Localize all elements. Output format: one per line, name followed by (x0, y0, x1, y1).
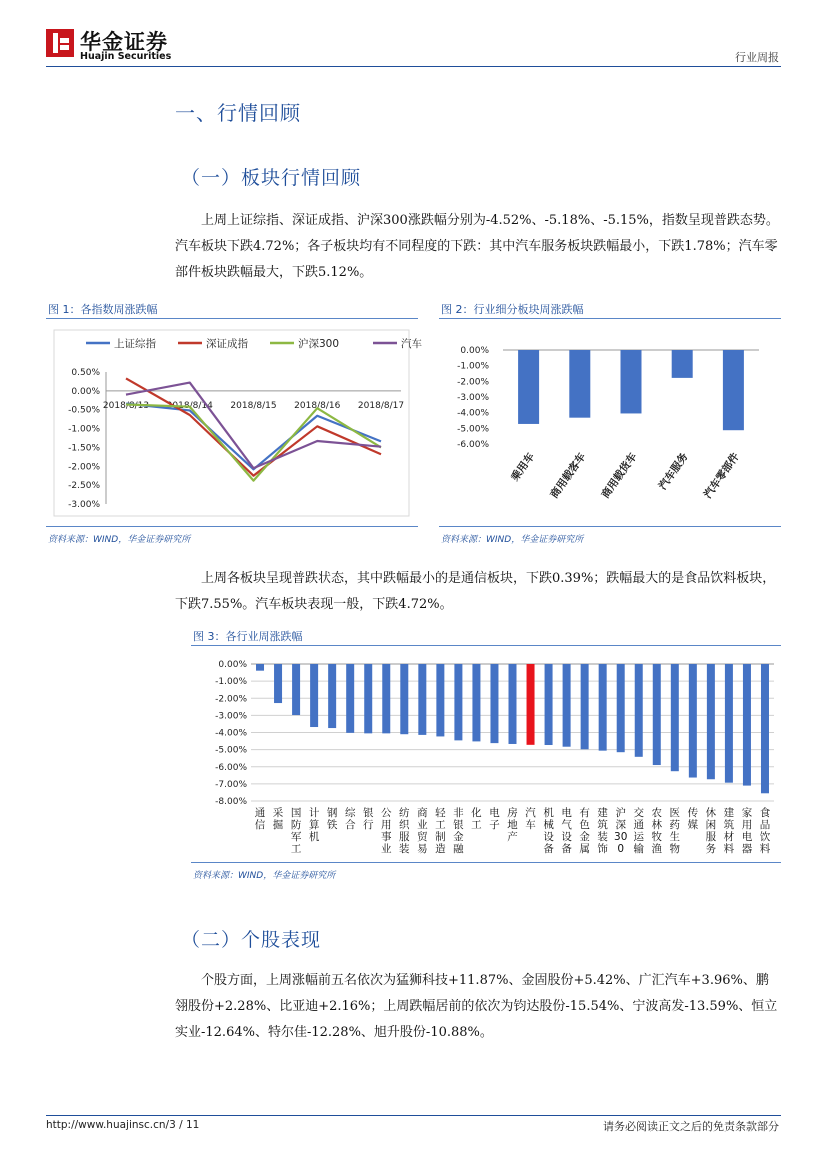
category-label: 医药生物 (669, 807, 681, 855)
bar-轻工制造 (436, 664, 444, 736)
bar-机械设备 (545, 664, 553, 745)
figure-2-title: 图 2：行业细分板块周涨跌幅 (441, 303, 584, 316)
category-label: 房地产 (507, 807, 518, 843)
section-title-market-review: 一、行情回顾 (175, 101, 301, 125)
y-tick-label: 0.00% (460, 346, 489, 356)
figure-3-top-rule (191, 645, 781, 646)
y-tick-label: -3.00% (215, 711, 247, 722)
report-type: 行业周报 (735, 51, 779, 64)
bar-公用事业 (382, 664, 390, 733)
x-tick-label: 2018/8/14 (166, 400, 213, 411)
y-tick-label: -2.50% (68, 481, 100, 492)
figure-1-title: 图 1：各指数周涨跌幅 (48, 303, 158, 316)
bar-采掘 (274, 664, 282, 703)
company-name-en: Huajin Securities (80, 51, 172, 62)
bar-汽车服务 (672, 350, 693, 378)
bar-家用电器 (743, 664, 751, 786)
figure-1-top-rule (46, 318, 418, 319)
figure-3-source: 资料来源：WIND，华金证券研究所 (193, 871, 336, 881)
bar-建筑装饰 (599, 664, 607, 751)
category-label: 电子 (489, 807, 500, 831)
bar-汽车 (527, 664, 535, 745)
bar-计算机 (310, 664, 318, 727)
category-label: 汽车服务 (656, 450, 691, 493)
figure-3-bottom-rule (191, 862, 781, 863)
category-label: 汽车零部件 (701, 450, 742, 501)
category-label: 建筑材料 (723, 807, 735, 855)
legend-label-1: 深证成指 (206, 338, 248, 350)
y-tick-label: -1.50% (68, 443, 100, 454)
category-label: 传媒 (687, 807, 699, 831)
index-line-chart (46, 322, 422, 522)
category-label: 国防军工 (290, 807, 302, 855)
y-tick-label: -1.00% (68, 424, 100, 435)
subsection-title-sector-review: （一）板块行情回顾 (181, 167, 362, 189)
y-tick-label: 0.00% (218, 660, 247, 670)
y-tick-label: -2.00% (68, 462, 100, 473)
bar-房地产 (509, 664, 517, 744)
category-label: 商用载客车 (548, 450, 589, 501)
y-tick-label: -3.00% (68, 500, 100, 510)
bar-农林牧渔 (653, 664, 661, 765)
y-tick-label: -1.00% (457, 361, 489, 372)
bar-交通运输 (635, 664, 643, 757)
figure-3-title: 图 3：各行业周涨跌幅 (193, 630, 303, 643)
category-label: 建筑装饰 (597, 807, 608, 855)
auto-subsector-bar-chart (439, 322, 781, 522)
figure-2-source: 资料来源：WIND，华金证券研究所 (441, 535, 584, 545)
bar-商业贸易 (418, 664, 426, 735)
y-tick-label: -2.00% (215, 694, 247, 705)
category-label: 非银金融 (453, 807, 464, 855)
x-tick-label: 2018/8/17 (357, 400, 405, 411)
category-label: 商用载货车 (599, 450, 640, 501)
bar-钢铁 (328, 664, 336, 728)
huajin-logo-icon (46, 29, 74, 57)
footer-url-page: http://www.huajinsc.cn/3 / 11 (46, 1119, 200, 1131)
bar-电子 (490, 664, 498, 743)
industry-bar-chart (191, 650, 781, 808)
y-tick-label: -5.00% (457, 424, 489, 435)
y-tick-label: -2.00% (457, 377, 489, 388)
category-label: 商业贸易 (417, 807, 428, 855)
category-label: 化工 (471, 807, 482, 831)
bar-传媒 (689, 664, 697, 778)
legend-label-2: 沪深300 (298, 338, 340, 350)
category-label: 公用事业 (381, 807, 392, 855)
x-tick-label: 2018/8/16 (294, 400, 341, 411)
category-label: 农林牧渔 (651, 807, 663, 855)
category-label: 有色金属 (579, 807, 590, 855)
bar-综合 (346, 664, 354, 733)
category-label: 通信 (254, 807, 266, 831)
y-tick-label: 0.50% (71, 368, 100, 378)
bar-化工 (472, 664, 480, 741)
category-label: 纺织服装 (399, 807, 410, 855)
y-tick-label: -1.00% (215, 677, 247, 688)
y-tick-label: -6.00% (215, 762, 247, 773)
figure-2-top-rule (439, 318, 781, 319)
figure-1-source: 资料来源：WIND，华金证券研究所 (48, 535, 191, 545)
category-label: 采掘 (272, 807, 284, 831)
x-tick-label: 2018/8/15 (230, 400, 277, 411)
paragraph-industry-summary: 上周各板块呈现普跌状态，其中跌幅最小的是通信板块，下跌0.39%；跌幅最大的是食品饮料板块，下跌7.55%。汽车板块表现一般，下跌4.72%。 (175, 571, 776, 612)
category-label: 综合 (344, 807, 356, 831)
bar-有色金属 (581, 664, 589, 749)
company-name-cn: 华金证券 (80, 30, 168, 54)
bar-汽车零部件 (723, 350, 744, 430)
category-label: 交通运输 (633, 807, 644, 855)
category-label: 家用电器 (741, 807, 753, 855)
category-label: 银行 (362, 807, 374, 831)
y-tick-label: -3.00% (457, 393, 489, 403)
paragraph-stock-summary: 个股方面，上周涨幅前五名依次为猛狮科技+11.87%、金固股份+5.42%、广汇汽车+3.96%、鹏翎股份+2.28%、比亚迪+2.16%；上周跌幅居前的依次为钧达股份-15.54%、宁波高发-13.59%、恒立实业-12.64%、特尔佳-12.28%、旭升股份-10.88%。 (175, 973, 778, 1040)
bar-医药生物 (671, 664, 679, 771)
y-tick-label: -6.00% (457, 440, 489, 450)
category-label: 沪深300 (614, 807, 628, 855)
paragraph-index-summary: 上周上证综指、深证成指、沪深300涨跌幅分别为-4.52%、-5.18%、-5.15%，指数呈现普跌态势。汽车板块下跌4.72%；各子板块均有不同程度的下跌：其中汽车服务板块跌幅最小，下跌1.78%；汽车零部件板块跌幅最大，下跌5.12%。 (175, 213, 779, 280)
bar-乘用车 (518, 350, 539, 424)
bar-建筑材料 (725, 664, 733, 783)
legend-label-0: 上证综指 (114, 338, 156, 350)
category-label: 电气设备 (561, 807, 572, 855)
x-tick-label: 2018/8/13 (102, 400, 150, 411)
category-label: 计算机 (308, 807, 320, 843)
y-tick-label: -8.00% (215, 797, 247, 807)
y-tick-label: -4.00% (457, 408, 489, 419)
bar-商用载货车 (621, 350, 642, 413)
figure-2-bottom-rule (439, 526, 781, 527)
bar-食品饮料 (761, 664, 769, 793)
category-label: 汽车 (525, 807, 536, 831)
y-tick-label: -4.00% (215, 728, 247, 739)
legend-label-3: 汽车 (401, 338, 422, 350)
chart1-frame (54, 330, 409, 516)
category-label: 食品饮料 (759, 807, 771, 855)
footer-divider (46, 1115, 781, 1116)
y-tick-label: -7.00% (215, 779, 247, 790)
subsection-title-stock-performance: （二）个股表现 (181, 929, 322, 951)
footer-disclaimer: 请务必阅读正文之后的免责条款部分 (603, 1120, 779, 1133)
category-label: 轻工制造 (435, 807, 446, 855)
y-tick-label: -5.00% (215, 745, 247, 756)
category-label: 机械设备 (543, 807, 554, 855)
y-tick-label: 0.00% (71, 386, 100, 397)
bar-休闲服务 (707, 664, 715, 779)
bar-沪深300 (617, 664, 625, 752)
bar-非银金融 (454, 664, 462, 740)
bar-电气设备 (563, 664, 571, 747)
category-label: 休闲服务 (705, 807, 717, 855)
bar-国防军工 (292, 664, 300, 715)
bar-通信 (256, 664, 264, 671)
y-tick-label: -0.50% (68, 405, 100, 416)
bar-纺织服装 (400, 664, 408, 734)
category-label: 乘用车 (509, 450, 538, 484)
category-label: 钢铁 (326, 807, 338, 831)
figure-1-bottom-rule (46, 526, 418, 527)
header-divider (46, 66, 781, 67)
bar-商用载客车 (569, 350, 590, 418)
bar-银行 (364, 664, 372, 733)
